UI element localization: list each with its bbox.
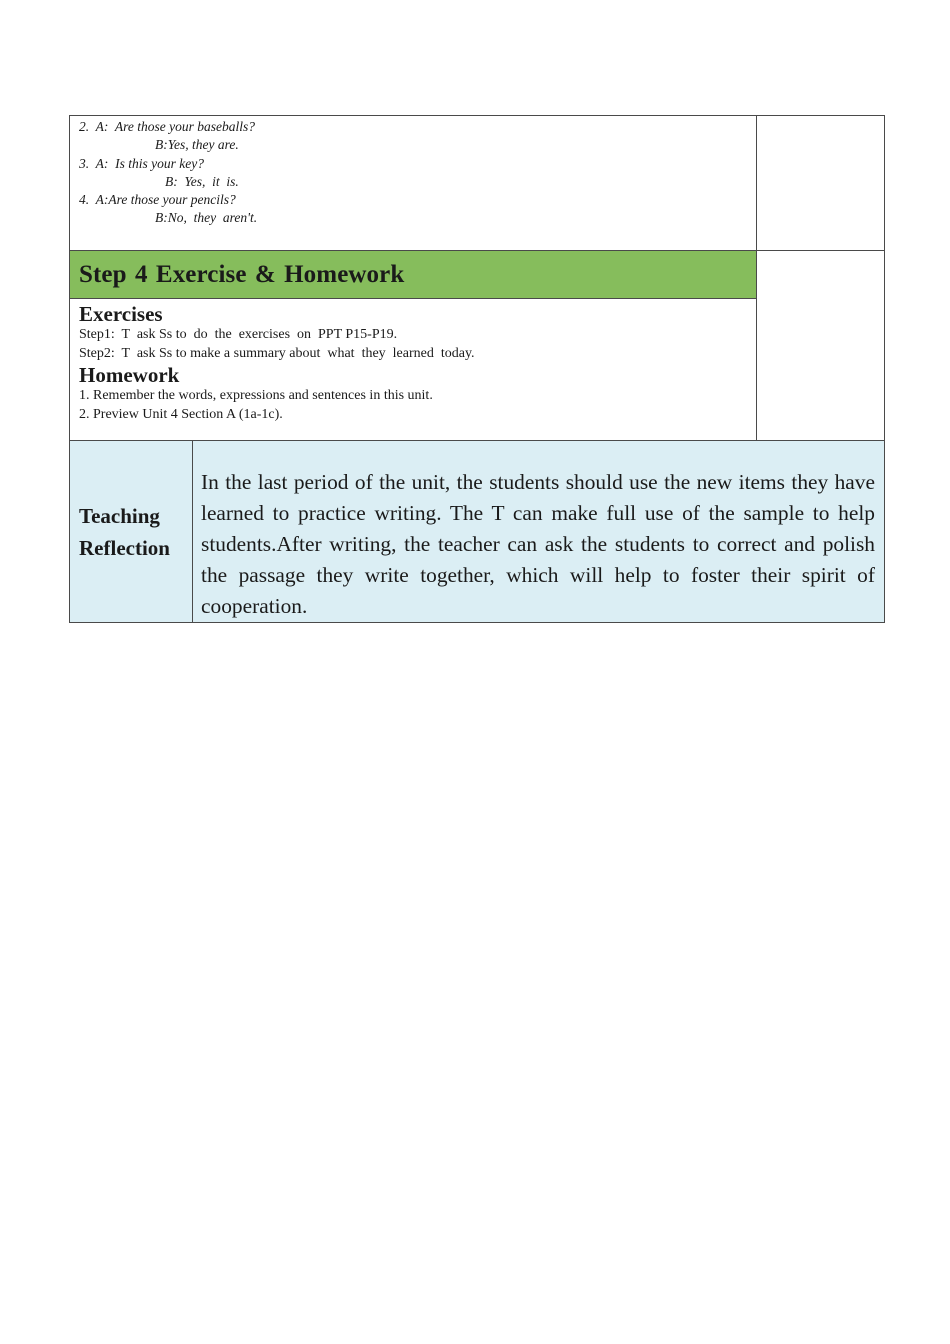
step-header-row xyxy=(70,251,885,299)
side-notes-cell xyxy=(756,251,884,445)
step-title: Step 4 Exercise & Homework xyxy=(79,260,405,288)
reflection-text-cell xyxy=(193,441,885,623)
exercise-cell xyxy=(70,299,757,445)
dialogue-row xyxy=(70,116,885,251)
homework-item: 2. Preview Unit 4 Section A (1a-1c). xyxy=(79,406,283,422)
dialogue-line: 2. A: Are those your baseballs? xyxy=(79,119,256,134)
dialogue-line: 4. A:Are those your pencils? xyxy=(79,192,236,208)
step-header-cell xyxy=(70,251,757,299)
lesson-plan-table xyxy=(69,115,885,445)
dialogue-cell xyxy=(70,116,757,251)
reflection-table xyxy=(69,440,885,623)
exercise-item: Step1: T ask Ss to do the exercises on PPT P15-P19. xyxy=(79,327,398,342)
exercise-item: Step2: T ask Ss to make a summary about what they learned today. xyxy=(79,345,475,361)
reflection-text: In the last period of the unit, the students should use the new items they have learned to practice writing. The T can make full use of the sample to help students.After writing, the teacher can ask the students to correct and polish the passage they write together, which will help to foster their spirit of cooperation. xyxy=(201,470,875,618)
reflection-label: Teaching Reflection xyxy=(79,503,170,560)
exercises-heading: Exercises xyxy=(79,302,163,326)
side-notes-cell xyxy=(756,116,884,251)
dialogue-line: 3. A: Is this your key? xyxy=(79,155,204,171)
reflection-label-cell xyxy=(70,441,193,623)
dialogue-reply: B:No, they aren't. xyxy=(155,210,258,226)
homework-item: 1. Remember the words, expressions and sentences in this unit. xyxy=(79,388,433,403)
homework-heading: Homework xyxy=(79,363,180,387)
dialogue-reply: B:Yes, they are. xyxy=(155,137,239,153)
reflection-row xyxy=(70,441,885,623)
dialogue-reply: B: Yes, it is. xyxy=(165,173,239,189)
